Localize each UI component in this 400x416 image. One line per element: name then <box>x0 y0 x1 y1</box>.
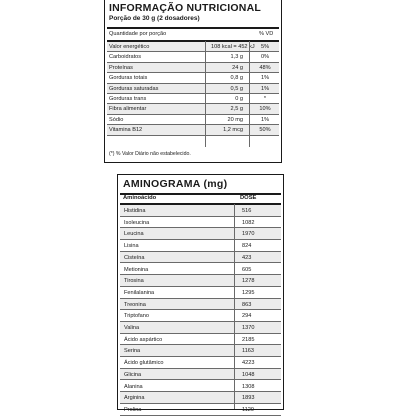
nutrition-row <box>107 84 279 94</box>
amino-dose: 294 <box>242 313 252 320</box>
column-divider <box>249 41 250 147</box>
amino-dose: 1163 <box>242 348 255 355</box>
nutrient-name: Valor energético <box>109 44 150 50</box>
amino-name: Leucina <box>124 231 144 238</box>
amino-name: Prolina <box>124 406 142 413</box>
aminogram-row <box>120 264 281 276</box>
nutrient-name: Gorduras trans <box>109 96 147 102</box>
amino-dose: 2185 <box>242 336 255 343</box>
aminogram-row <box>120 205 281 217</box>
amino-name: Fenilalanina <box>124 289 155 296</box>
nutrient-vd: * <box>263 96 267 102</box>
column-divider <box>234 204 235 409</box>
nutrient-quantity: 1,2 mcg <box>223 127 243 134</box>
amino-name: Cisteína <box>124 254 145 261</box>
amino-dose: 605 <box>242 266 252 273</box>
nutrient-vd: 10% <box>259 106 271 113</box>
nutrient-vd: 50% <box>259 127 271 134</box>
aminogram-row <box>120 287 281 299</box>
nutrition-row <box>107 115 279 125</box>
nutrition-row <box>107 125 279 135</box>
nutrient-quantity: 0 g <box>235 96 243 102</box>
nutrition-row <box>107 52 279 62</box>
nutrient-name: Gorduras totais <box>109 75 148 82</box>
amino-name: Ácido glutâmico <box>124 360 164 367</box>
amino-name: Triptofano <box>124 313 149 320</box>
aminogram-table <box>117 174 284 413</box>
nutrient-quantity: 108 kcal = 452 kJ <box>211 44 255 50</box>
amino-dose: 1308 <box>242 383 255 390</box>
nutrition-title: INFORMAÇÃO NUTRICIONAL <box>109 2 261 14</box>
amino-dose: 423 <box>242 254 252 261</box>
nutrient-vd: 5% <box>260 44 270 50</box>
nutrition-row <box>107 104 279 114</box>
nutrient-name: Gorduras saturadas <box>109 85 159 92</box>
aminogram-row <box>120 404 281 416</box>
nutrient-name: Vitamina B12 <box>109 127 143 134</box>
amino-name: Arginina <box>124 395 145 402</box>
nutrition-row <box>107 63 279 73</box>
serving-size: Porção de 30 g (2 dosadores) <box>109 15 200 22</box>
amino-name: Alanina <box>124 383 143 390</box>
nutrition-row <box>107 42 279 52</box>
nutrient-quantity: 2,5 g <box>230 106 243 113</box>
aminogram-row <box>120 299 281 311</box>
amino-dose: 824 <box>242 243 252 250</box>
amino-dose: 4223 <box>242 360 255 367</box>
nutrient-vd: 1% <box>260 85 270 92</box>
nutrient-name: Proteínas <box>109 64 133 71</box>
nutrient-vd: 0% <box>260 54 270 61</box>
amino-dose: 1082 <box>242 219 255 226</box>
amino-name: Valina <box>124 325 140 331</box>
nutrient-quantity: 24 g <box>232 64 243 71</box>
amino-dose: 863 <box>242 301 252 308</box>
vd-header: % VD <box>259 31 274 37</box>
nutrient-quantity: 0,5 g <box>230 85 243 92</box>
amino-name: Lisina <box>124 243 139 250</box>
aminogram-row <box>120 357 281 369</box>
aminogram-row <box>120 322 281 334</box>
amino-dose: 1370 <box>242 325 255 331</box>
amino-name: Ácido aspártico <box>124 336 163 343</box>
amino-dose: 1278 <box>242 278 255 285</box>
amino-dose: 1048 <box>242 371 255 378</box>
aminogram-row <box>120 381 281 393</box>
amino-dose: 1893 <box>242 395 255 402</box>
amino-name: Serina <box>124 348 141 355</box>
amino-name: Isoleucina <box>124 219 150 226</box>
aminogram-row <box>120 252 281 264</box>
aminogram-row <box>120 345 281 357</box>
nutrition-row <box>107 73 279 83</box>
aminogram-row <box>120 334 281 346</box>
nutrition-table <box>104 0 282 163</box>
dose-header: DOSE <box>240 195 257 201</box>
nutrient-quantity: 1,3 g <box>230 54 243 61</box>
amino-dose: 1129 <box>242 406 255 413</box>
nutrient-quantity: 20 mg <box>227 116 243 123</box>
aminogram-title: AMINOGRAMA (mg) <box>123 178 228 190</box>
aminogram-row <box>120 369 281 381</box>
amino-dose: 1295 <box>242 289 255 296</box>
nutrient-quantity: 0,8 g <box>230 75 243 82</box>
nutrient-name: Sódio <box>109 116 124 123</box>
nutrient-name: Carboidratos <box>109 54 142 61</box>
amino-name: Metionina <box>124 266 149 273</box>
aminogram-row <box>120 228 281 240</box>
nutrient-vd: 48% <box>259 64 271 71</box>
nutrition-row <box>107 94 279 104</box>
aminogram-row <box>120 392 281 404</box>
nutrient-vd: 1% <box>260 116 270 123</box>
nutrient-vd: 1% <box>260 75 270 82</box>
amino-name: Tirosina <box>124 278 144 285</box>
amino-dose: 516 <box>242 208 252 214</box>
aminogram-row <box>120 310 281 322</box>
column-divider <box>205 41 206 147</box>
aminogram-row <box>120 275 281 287</box>
amino-name: Glicina <box>124 371 142 378</box>
nutrient-name: Fibra alimentar <box>109 106 147 113</box>
amino-dose: 1970 <box>242 231 255 238</box>
aminogram-row <box>120 217 281 229</box>
quantity-header: Quantidade por porção <box>109 31 167 37</box>
amino-name: Treonina <box>124 301 146 308</box>
aminogram-row <box>120 240 281 252</box>
amino-name: Histidina <box>124 208 146 214</box>
divider <box>107 27 279 29</box>
footnote: (*) % Valor Diário não estabelecido. <box>109 151 191 157</box>
amino-name-header: Aminoácido <box>123 195 157 201</box>
